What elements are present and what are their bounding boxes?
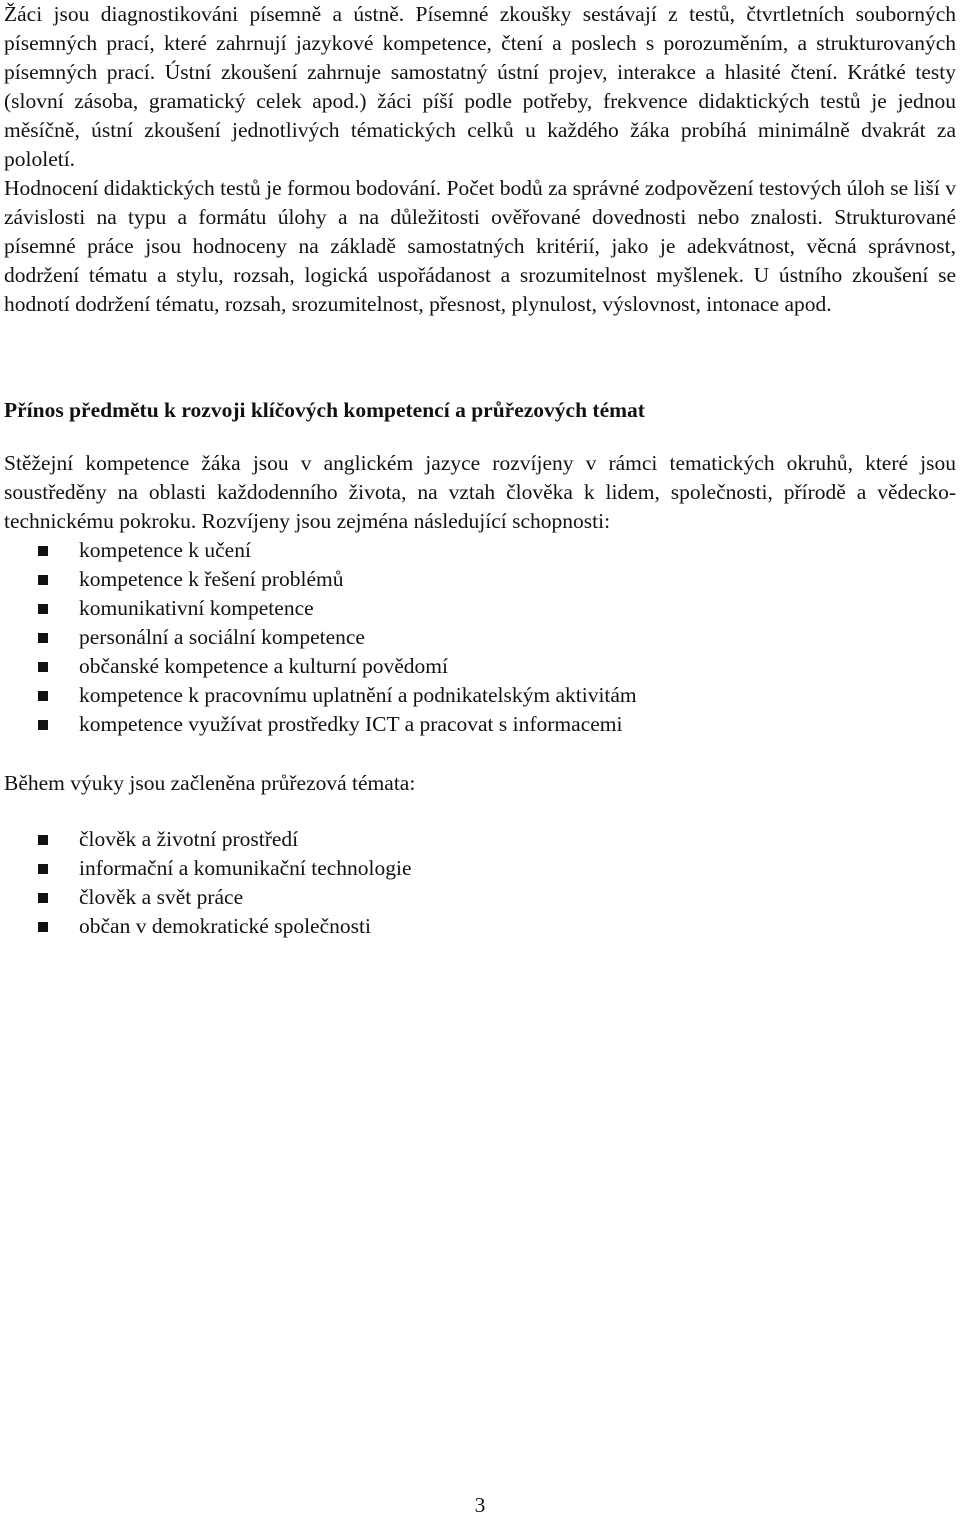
page-number: 3	[474, 1493, 486, 1517]
list-item	[4, 536, 637, 565]
assessment-paragraph	[4, 0, 956, 319]
list-item	[4, 681, 637, 710]
square-bullet-icon	[38, 864, 48, 874]
list-item	[4, 825, 412, 854]
list-item	[4, 594, 637, 623]
list-item-text: člověk a svět práce	[79, 885, 244, 909]
list-item	[4, 883, 412, 912]
list-item-text: občan v demokratické společnosti	[79, 914, 371, 938]
square-bullet-icon	[38, 835, 48, 845]
list-item	[4, 854, 412, 883]
competences-paragraph: Stěžejní kompetence žáka jsou v anglickém jazyce rozvíjeny v rámci tematických okruhů, které jsou soustředěny na oblasti každodenního života, na vztah člověka k lidem, společnosti, přírodě a vědecko-technickému pokroku. Rozvíjeny jsou zejména následující schopnosti:	[4, 451, 956, 533]
list-item-text: kompetence k pracovnímu uplatnění a podnikatelským aktivitám	[79, 683, 637, 707]
list-item	[4, 710, 637, 739]
list-item-text: personální a sociální kompetence	[79, 625, 365, 649]
list-item	[4, 652, 637, 681]
list-item-text: informační a komunikační technologie	[79, 856, 412, 880]
list-item	[4, 565, 637, 594]
square-bullet-icon	[38, 691, 48, 701]
competences-list	[4, 536, 637, 739]
assessment-text-part-2: Hodnocení didaktických testů je formou bodování. Počet bodů za správné zodpovězení testových úloh se liší v závislosti na typu a formátu úlohy a na důležitosti ověřované dovednosti nebo znalosti. Strukturované písemné práce jsou hodnoceny na základě samostatných kritérií, jako je adekvátnost, věcná správnost, dodržení tématu a stylu, rozsah, logická uspořádanost a srozumitelnost myšlenek. U ústního zkoušení se hodnotí dodržení tématu, rozsah, srozumitelnost, přesnost, plynulost, výslovnost, intonace apod.	[4, 176, 956, 316]
assessment-text-part-1: Žáci jsou diagnostikováni písemně a ústně. Písemné zkoušky sestávají z testů, čtvrtletních souborných písemných prací, které zahrnují jazykové kompetence, čtení a poslech s porozuměním, a strukturovaných písemných prací. Ústní zkoušení zahrnuje samostatný ústní projev, interakce a hlasité čtení. Krátké testy (slovní zásoba, gramatický celek apod.) žáci píší podle potřeby, frekvence didaktických testů je jednou měsíčně, ústní zkoušení jednotlivých tématických celků u každého žáka probíhá minimálně dvakrát za pololetí.	[4, 2, 956, 171]
list-item-text: kompetence k řešení problémů	[79, 567, 344, 591]
list-item-text: občanské kompetence a kulturní povědomí	[79, 654, 448, 678]
themes-list	[4, 825, 412, 941]
square-bullet-icon	[38, 604, 48, 614]
square-bullet-icon	[38, 922, 48, 932]
square-bullet-icon	[38, 633, 48, 643]
square-bullet-icon	[38, 662, 48, 672]
list-item-text: kompetence k učení	[79, 538, 251, 562]
square-bullet-icon	[38, 893, 48, 903]
list-item-text: člověk a životní prostředí	[79, 827, 299, 851]
square-bullet-icon	[38, 575, 48, 585]
themes-intro: Během výuky jsou začleněna průřezová témata:	[4, 771, 416, 795]
list-item	[4, 623, 637, 652]
list-item	[4, 912, 412, 941]
section-heading: Přínos předmětu k rozvoji klíčových kompetencí a průřezových témat	[4, 398, 645, 422]
list-item-text: kompetence využívat prostředky ICT a pracovat s informacemi	[79, 712, 623, 736]
list-item-text: komunikativní kompetence	[79, 596, 314, 620]
square-bullet-icon	[38, 720, 48, 730]
square-bullet-icon	[38, 546, 48, 556]
